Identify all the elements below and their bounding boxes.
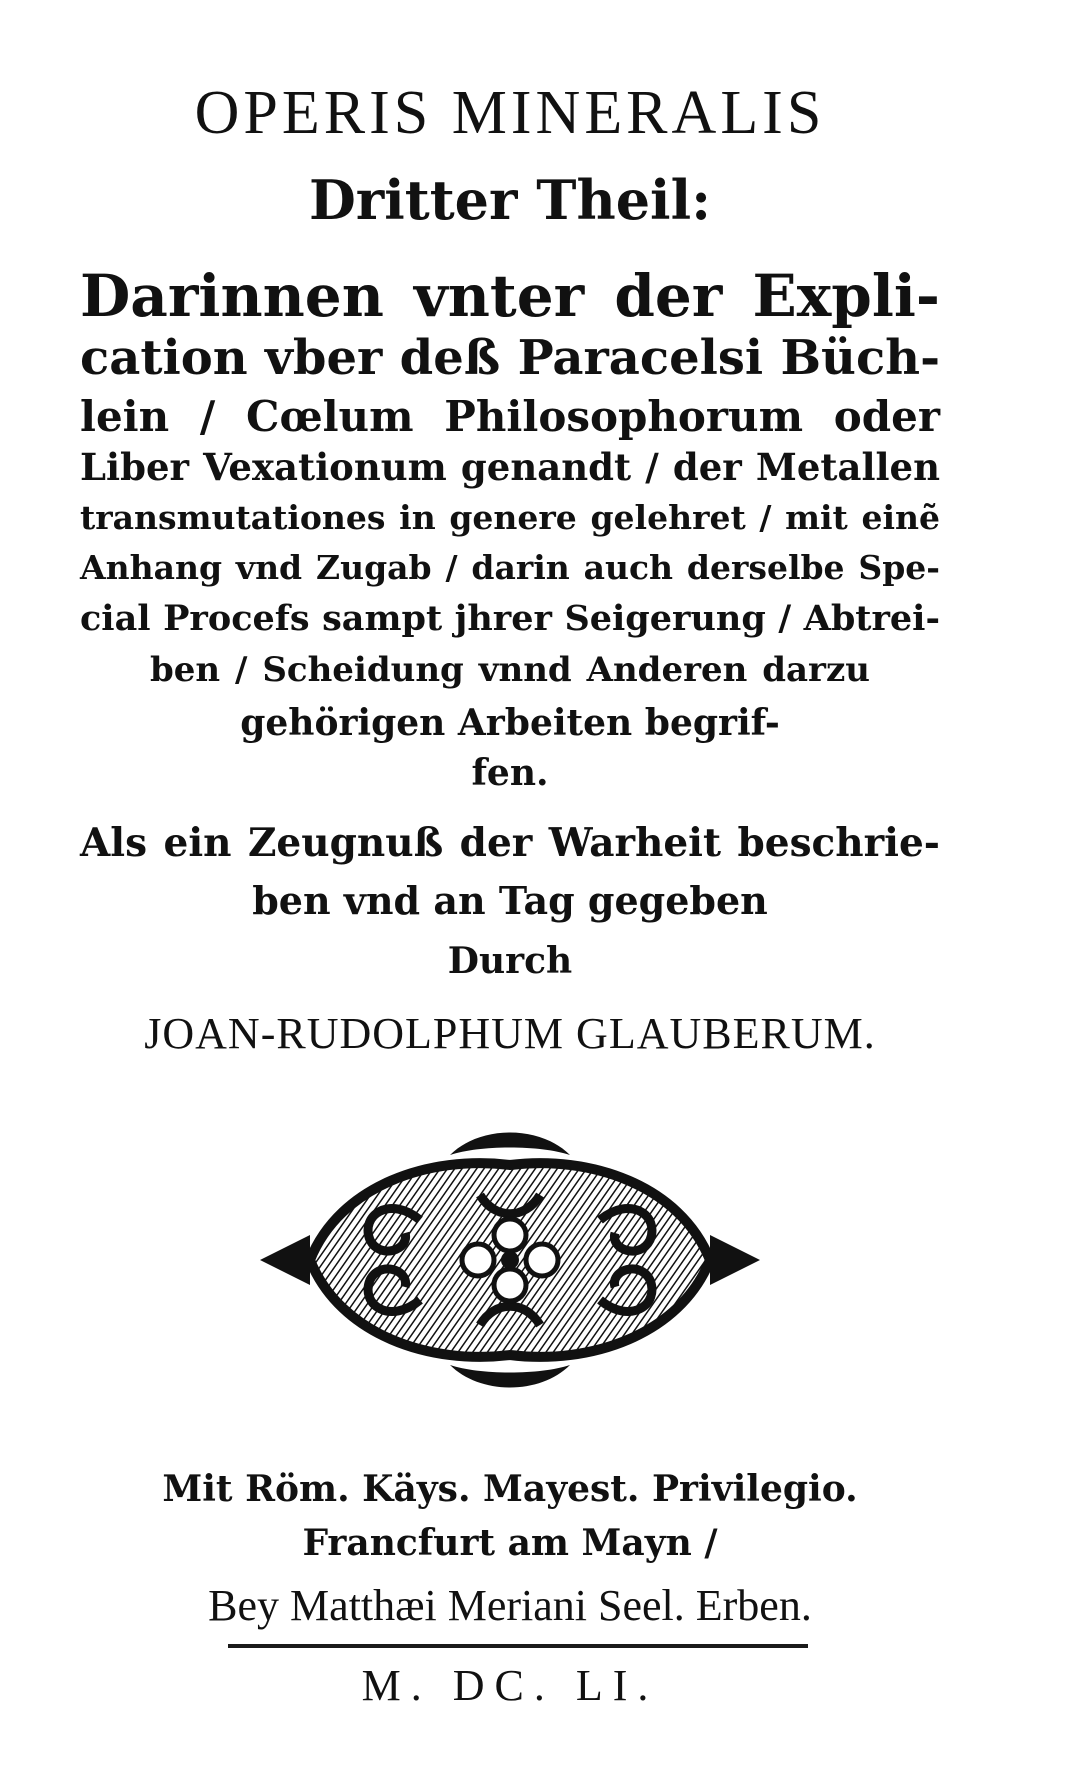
printers-ornament-icon xyxy=(250,1125,770,1395)
imprint-line: Francfurt am Mayn / xyxy=(302,1522,718,1564)
body-line: Liber Vexationum genandt / der Metallen xyxy=(80,445,940,489)
imprint-line: Bey Matthæi Meriani Seel. Erben. xyxy=(208,1581,812,1630)
body-line: cation vber deß Paracelsi Büch- xyxy=(80,330,940,386)
body-line: gehörigen Arbeiten begrif- xyxy=(240,702,780,744)
testimony-line: Als ein Zeugnuß der Warheit beschrie- xyxy=(80,820,940,866)
through-word: Durch xyxy=(447,940,573,982)
subtitle: Dritter Theil: xyxy=(308,168,712,232)
body-line: Anhang vnd Zugab / darin auch derselbe Spe- xyxy=(80,548,940,587)
publication-date: M. DC. LI. xyxy=(361,1661,659,1710)
body-line: Darinnen vnter der Expli- xyxy=(80,262,940,330)
body-line: lein / Cœlum Philosophorum oder xyxy=(80,392,940,441)
body-line: cial Procefs sampt jhrer Seigerung / Abtrei- xyxy=(80,598,940,639)
author-name: JOAN-RUDOLPHUM GLAUBERUM. xyxy=(144,1009,876,1058)
testimony-line: ben vnd an Tag gegeben xyxy=(252,878,768,923)
body-line: ben / Scheidung vnnd Anderen darzu xyxy=(150,650,870,690)
title: OPERIS MINERALIS xyxy=(194,79,826,147)
body-line: fen. xyxy=(471,752,549,794)
divider-rule xyxy=(228,1644,808,1648)
imprint-line: Mit Röm. Käys. Mayest. Privilegio. xyxy=(162,1468,858,1510)
body-line: transmutationes in genere gelehret / mit einẽ xyxy=(80,498,940,537)
